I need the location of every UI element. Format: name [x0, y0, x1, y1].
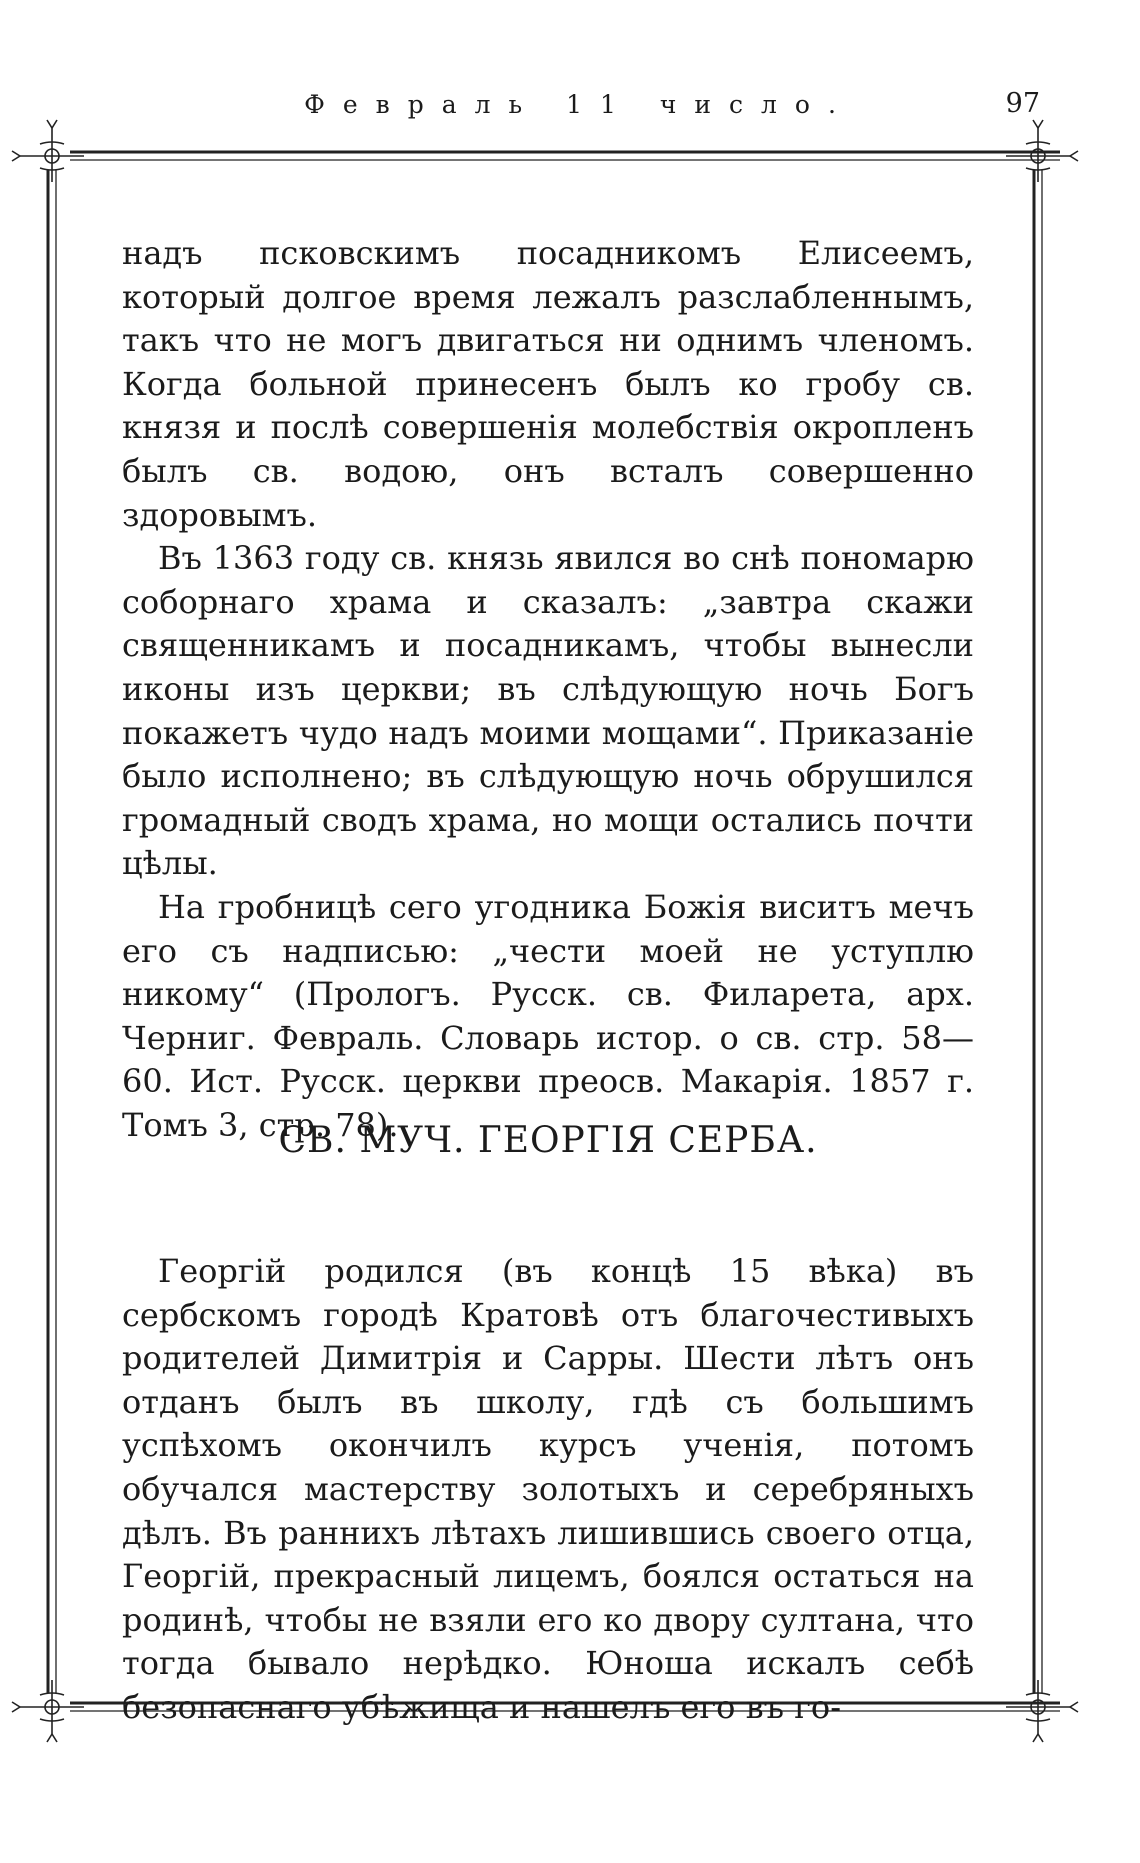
running-head — [0, 88, 1140, 128]
running-title: Февраль 11 число. — [304, 90, 854, 119]
paragraph-georgy-birth: Георгій родился (въ концѣ 15 вѣка) въ сербскомъ городѣ Кратовѣ отъ благочестивыхъ родителей Димитрія и Сарры. Шести лѣтъ онъ отданъ былъ въ школу, гдѣ съ большимъ успѣхомъ окончилъ курсъ ученія, потомъ обучался мастерству золотыхъ и серебряныхъ дѣлъ. Въ раннихъ лѣтахъ лишившись своего отца, Георгій, прекрасный лицемъ, боялся остаться на родинѣ, чтобы не взяли его ко двору султана, что тогда бывало нерѣдко. Юноша искалъ себѣ безопаснаго убѣжища и нашелъ его въ го- — [122, 1252, 974, 1726]
text-block-continuation — [122, 232, 974, 1147]
page-number: 97 — [1005, 88, 1040, 119]
paragraph-sword: На гробницѣ сего угодника Божія виситъ мечъ его съ надписью: „чести моей не уступлю никому“ (Прологъ. Русск. св. Филарета, арх. Черниг. Февраль. Словарь истор. о св. стр. 58—60. Ист. Русск. церкви преосв. Макарія. 1857 г. Томъ 3, стр. 78). — [122, 887, 974, 1144]
paragraph-1363: Въ 1363 году св. князь явился во снѣ пономарю соборнаго храма и сказалъ: „завтра скажи священникамъ и посадникамъ, чтобы вынесли иконы изъ церкви; въ слѣдующую ночь Богъ покажетъ чудо надъ моими мощами“. Приказаніе было исполнено; въ слѣдующую ночь обрушился громадный сводъ храма, но мощи остались почти цѣлы. — [122, 539, 974, 883]
text-block-georgy — [122, 1250, 974, 1730]
paragraph-continuation: надъ псковскимъ посадникомъ Елисеемъ, который долгое время лежалъ разслабленнымъ, такъ что не могъ двигаться ни однимъ членомъ. Когда больной принесенъ былъ ко гробу св. князя и послѣ совершенія молебствія окропленъ былъ св. водою, онъ всталъ совершенно здоровымъ. — [122, 234, 974, 534]
section-title: СВ. МУЧ. ГЕОРГІЯ СЕРБА. — [278, 1120, 818, 1161]
